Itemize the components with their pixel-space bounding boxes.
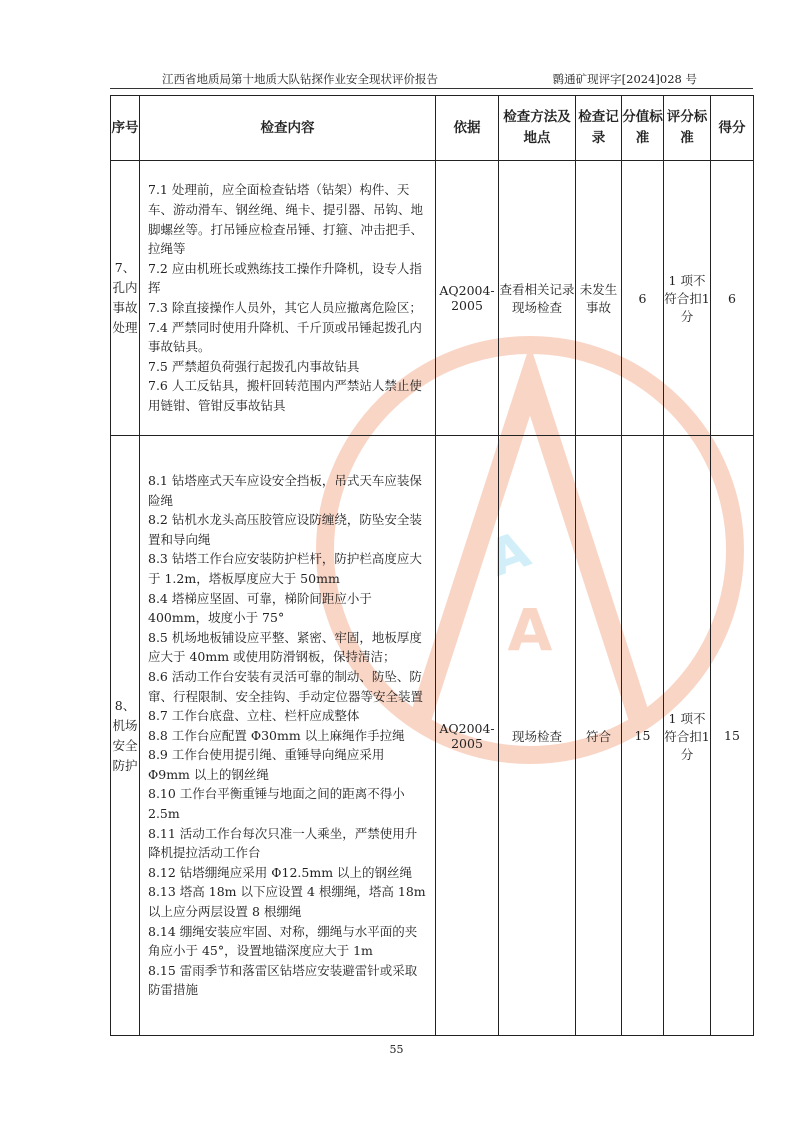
row-basis: AQ2004-2005 bbox=[436, 436, 499, 1036]
row-seq: 7、孔内事故处理 bbox=[111, 161, 140, 436]
check-item: 8.13 塔高 18m 以下应设置 4 根绷绳，塔高 18m 以上应分两层设置 8 根绷绳 bbox=[148, 884, 426, 920]
check-item: 8.12 钻塔绷绳应采用 Φ12.5mm 以上的钢丝绳 bbox=[148, 864, 413, 880]
row-criteria: 1 项不符合扣1 分 bbox=[664, 161, 711, 436]
check-item: 8.4 塔梯应坚固、可靠，梯阶间距应小于 400mm，坡度小于 75° bbox=[148, 590, 372, 626]
check-item: 8.2 钻机水龙头高压胶管应设防缠绕，防坠安全装置和导向绳 bbox=[148, 512, 422, 547]
check-item: 8.7 工作台底盘、立柱、栏杆应成整体 bbox=[148, 708, 360, 724]
col-basis: 依据 bbox=[436, 96, 499, 161]
row-score: 15 bbox=[622, 436, 664, 1036]
row-score: 6 bbox=[622, 161, 664, 436]
row-record: 符合 bbox=[576, 436, 622, 1036]
col-content: 检查内容 bbox=[140, 96, 436, 161]
col-seq: 序号 bbox=[111, 96, 140, 161]
check-item: 7.5 严禁超负荷强行起拨孔内事故钻具 bbox=[148, 358, 360, 374]
svg-text:A: A bbox=[507, 596, 553, 664]
row-criteria: 1 项不符合扣1 分 bbox=[664, 436, 711, 1036]
row-method: 查看相关记录现场检查 bbox=[499, 161, 576, 436]
col-score: 分值标准 bbox=[622, 96, 664, 161]
col-criteria: 评分标准 bbox=[664, 96, 711, 161]
report-code: 鹮通矿现评字[2024]028 号 bbox=[552, 72, 697, 86]
check-item: 8.6 活动工作台安装有灵活可靠的制动、防坠、防窜、行程限制、安全挂钩、手动定位器等安全装置 bbox=[148, 668, 424, 704]
row-method: 现场检查 bbox=[499, 436, 576, 1036]
check-item: 7.1 处理前，应全面检查钻塔（钻架）构件、天车、游动滑车、钢丝绳、绳卡、提引器、吊钩、地脚螺丝等。打吊锤应检查吊锤、打箍、冲击把手、拉绳等 bbox=[148, 182, 424, 257]
row-content bbox=[140, 161, 436, 436]
row-result: 6 bbox=[711, 161, 754, 436]
check-item: 8.1 钻塔座式天车应设安全挡板，吊式天车应装保险绳 bbox=[148, 472, 422, 508]
row-result: 15 bbox=[711, 436, 754, 1036]
col-record: 检查记录 bbox=[576, 96, 622, 161]
check-item: 8.14 绷绳安装应牢固、对称，绷绳与水平面的夹角应小于 45°，设置地锚深度应大于 1m bbox=[148, 923, 418, 959]
check-item: 8.10 工作台平衡重锤与地面之间的距离不得小 2.5m bbox=[148, 786, 405, 822]
check-item: 8.3 钻塔工作台应安装防护栏杆，防护栏高度应大于 1.2m，塔板厚度应大于 50mm bbox=[148, 551, 422, 586]
row-basis: AQ2004-2005 bbox=[436, 161, 499, 436]
check-item: 8.15 雷雨季节和落雷区钻塔应安装避雷针或采取防雷措施 bbox=[148, 962, 418, 998]
svg-text:A: A bbox=[481, 520, 538, 588]
check-item: 7.6 人工反钻具，搬杆回转范围内严禁站人禁止使用链钳、管钳反事故钻具 bbox=[148, 378, 422, 413]
col-method: 检查方法及地点 bbox=[499, 96, 576, 161]
evaluation-table bbox=[110, 95, 754, 1036]
row-record: 未发生事故 bbox=[576, 161, 622, 436]
table-row bbox=[111, 436, 754, 1036]
check-item: 7.3 除直接操作人员外，其它人员应撤离危险区； bbox=[148, 300, 422, 315]
check-item: 8.11 活动工作台每次只准一人乘坐，严禁使用升降机提拉活动工作台 bbox=[148, 825, 418, 861]
table-row bbox=[111, 161, 754, 436]
check-item: 7.4 严禁同时使用升降机、千斤顶或吊锤起拨孔内事故钻具。 bbox=[148, 319, 422, 355]
check-item: 8.9 工作台使用提引绳、重锤导向绳应采用 Φ9mm 以上的钢丝绳 bbox=[148, 747, 385, 782]
col-result: 得分 bbox=[711, 96, 754, 161]
row-seq: 8、机场安全防护 bbox=[111, 436, 140, 1036]
check-item: 8.5 机场地板铺设应平整、紧密、牢固，地板厚度应大于 40mm 或使用防滑钢板，保持清洁； bbox=[148, 629, 422, 665]
check-item: 7.2 应由机班长或熟练技工操作升降机，设专人指挥 bbox=[148, 260, 422, 296]
report-title: 江西省地质局第十地质大队钻探作业安全现状评价报告 bbox=[162, 72, 438, 86]
page-header bbox=[110, 68, 753, 89]
table-header-row bbox=[111, 96, 754, 161]
row-content bbox=[140, 436, 436, 1036]
page-number: 55 bbox=[389, 1043, 404, 1056]
check-item: 8.8 工作台应配置 Φ30mm 以上麻绳作手拉绳 bbox=[148, 727, 405, 743]
